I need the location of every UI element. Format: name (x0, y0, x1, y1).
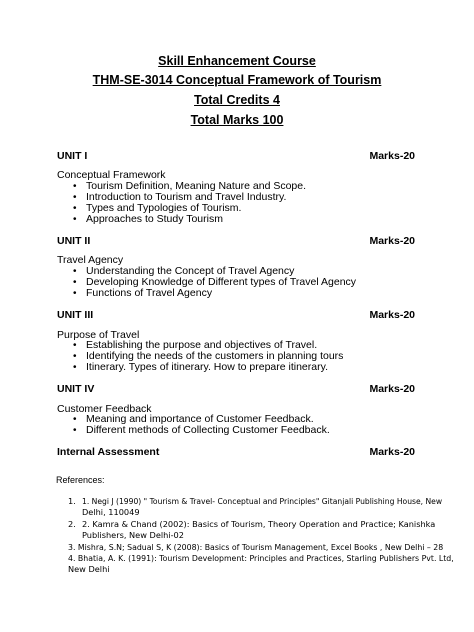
bullet-icon: • (73, 288, 77, 299)
topic-text: Introduction to Tourism and Travel Industry. (86, 191, 287, 203)
reference-item (68, 519, 436, 541)
topic-text: Tourism Definition, Meaning Nature and Scope. (86, 180, 307, 192)
bullet-icon: • (73, 340, 77, 351)
topic-text: Itinerary. Types of itinerary. How to prepare itinerary. (86, 361, 328, 373)
reference-item (68, 496, 443, 518)
unit-label: UNIT II (57, 235, 91, 247)
references-title: References: (56, 475, 105, 485)
unit-2-topics (57, 266, 356, 299)
topic-text: Understanding the Concept of Travel Agency (86, 265, 295, 277)
bullet-icon: • (73, 414, 77, 425)
reference-line: New Delhi (68, 564, 110, 574)
unit-marks: Marks-20 (369, 309, 415, 321)
reference-number: 2. (68, 519, 76, 529)
list-item (57, 214, 306, 225)
total-credits-heading: Total Credits 4 (194, 93, 280, 107)
topic-text: Developing Knowledge of Different types of Travel Agency (86, 276, 357, 288)
internal-assessment-marks: Marks-20 (369, 446, 415, 458)
bullet-icon: • (73, 277, 77, 288)
topic-text: Approaches to Study Tourism (86, 213, 223, 225)
reference-line: Delhi, 110049 (82, 507, 140, 517)
list-item (57, 288, 356, 299)
reference-line: 1. Negi J (1990) " Tourism & Travel- Conceptual and Principles" Gitanjali Publishing House, New (82, 497, 443, 506)
reference-line: Publishers, New Delhi-02 (82, 530, 184, 540)
total-marks-heading: Total Marks 100 (190, 113, 284, 127)
reference-number: 1. (68, 496, 76, 506)
unit-4-topics (57, 414, 330, 436)
topic-text: Types and Typologies of Tourism. (86, 202, 242, 214)
unit-1-title: Conceptual Framework (57, 169, 166, 181)
topic-text: Establishing the purpose and objectives of Travel. (86, 339, 318, 351)
reference-line: 2. Kamra & Chand (2002): Basics of Tourism, Theory Operation and Practice; Kanishka (82, 519, 436, 529)
unit-1-header (57, 150, 415, 164)
internal-assessment-header (57, 446, 415, 460)
reference-item (68, 553, 454, 575)
bullet-icon: • (73, 266, 77, 277)
course-type-heading: Skill Enhancement Course (158, 54, 316, 68)
reference-line: 4. Bhatia, A. K. (1991): Tourism Development: Principles and Practices, Starling Publishers Pvt. Ltd, (68, 554, 454, 563)
bullet-icon: • (73, 425, 77, 436)
reference-line: 3. Mishra, S.N; Sadual S, K (2008): Basics of Tourism Management, Excel Books , New Delhi – 28 (68, 543, 444, 552)
bullet-icon: • (73, 351, 77, 362)
unit-2-header (57, 235, 415, 249)
unit-2-title: Travel Agency (57, 254, 124, 266)
unit-marks: Marks-20 (369, 383, 415, 395)
unit-3-title: Purpose of Travel (57, 329, 140, 341)
unit-3-header (57, 309, 415, 323)
unit-label: UNIT IV (57, 383, 95, 395)
internal-assessment-label: Internal Assessment (57, 446, 160, 458)
unit-marks: Marks-20 (369, 235, 415, 247)
unit-label: UNIT I (57, 150, 88, 162)
unit-3-topics (57, 340, 343, 373)
unit-1-topics (57, 181, 306, 225)
list-item (57, 362, 343, 373)
bullet-icon: • (73, 362, 77, 373)
bullet-icon: • (73, 181, 77, 192)
topic-text: Functions of Travel Agency (86, 287, 213, 299)
unit-4-title: Customer Feedback (57, 403, 152, 415)
unit-label: UNIT III (57, 309, 94, 321)
list-item (57, 425, 330, 436)
bullet-icon: • (73, 192, 77, 203)
unit-4-header (57, 383, 415, 397)
bullet-icon: • (73, 203, 77, 214)
topic-text: Different methods of Collecting Customer Feedback. (86, 424, 330, 436)
course-code-heading: THM-SE-3014 Conceptual Framework of Tourism (92, 73, 382, 87)
topic-text: Identifying the needs of the customers in planning tours (86, 350, 344, 362)
unit-marks: Marks-20 (369, 150, 415, 162)
topic-text: Meaning and importance of Customer Feedback. (86, 413, 314, 425)
reference-item (68, 542, 444, 553)
bullet-icon: • (73, 214, 77, 225)
